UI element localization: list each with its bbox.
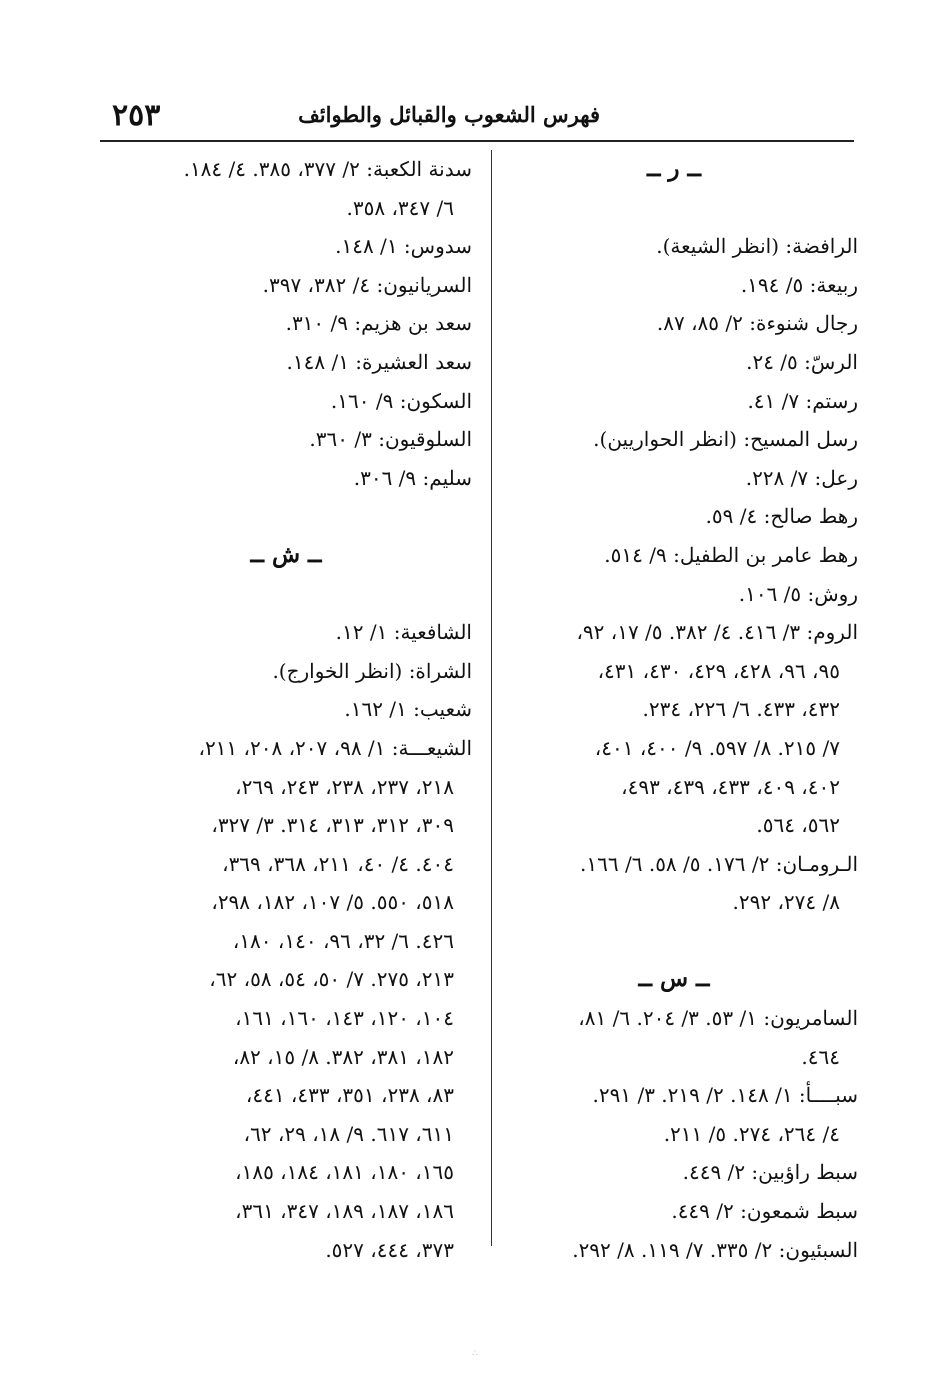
index-entry: سبط شمعون: ٢/ ٤٤٩. bbox=[671, 1199, 858, 1224]
section-letter-heading: ــ ر ــ bbox=[646, 155, 702, 182]
right-column bbox=[490, 150, 858, 1269]
page-number: ٢٥٣ bbox=[112, 98, 161, 133]
index-entry: شعيب: ١/ ١٦٢. bbox=[344, 697, 472, 722]
index-entry-continuation: ٨٣، ٢٣٨، ٣٥١، ٤٣٣، ٤٤١، bbox=[245, 1083, 454, 1108]
index-entry-continuation: ٤٦٤. bbox=[801, 1044, 840, 1069]
index-entry-continuation: ٣٧٣، ٤٤٤، ٥٢٧. bbox=[325, 1237, 454, 1262]
index-entry-continuation: ٢١٣، ٢٧٥. ٧/ ٥٠، ٥٤، ٥٨، ٦٢، bbox=[209, 967, 454, 992]
index-entry: الرافضة: (انظر الشيعة). bbox=[656, 234, 858, 259]
spacer bbox=[490, 189, 858, 228]
spacer bbox=[100, 497, 472, 536]
index-entry-continuation: ٤/ ٢٦٤، ٢٧٤. ٥/ ٢١١. bbox=[663, 1121, 840, 1146]
index-entry: رجال شنوءة: ٢/ ٨٥، ٨٧. bbox=[656, 311, 858, 336]
index-entry-continuation: ٢١٨، ٢٣٧، ٢٣٨، ٢٤٣، ٢٦٩، bbox=[235, 774, 454, 799]
index-entry: الـرومـان: ٢/ ١٧٦. ٥/ ٥٨. ٦/ ١٦٦. bbox=[580, 851, 858, 876]
index-entry: سدوس: ١/ ١٤٨. bbox=[335, 234, 472, 259]
index-entry: الروم: ٣/ ٤١٦. ٤/ ٣٨٢. ٥/ ١٧، ٩٢، bbox=[576, 620, 858, 645]
index-entry: الشراة: (انظر الخوارج). bbox=[272, 658, 472, 683]
index-entry-continuation: ٨/ ٢٧٤، ٢٩٢. bbox=[732, 890, 840, 915]
index-entry: السريانيون: ٤/ ٣٨٢، ٣٩٧. bbox=[262, 272, 472, 297]
index-entry: الشيعـــة: ١/ ٩٨، ٢٠٧، ٢٠٨، ٢١١، bbox=[198, 735, 472, 760]
index-entry: سبط راؤبين: ٢/ ٤٤٩. bbox=[682, 1160, 858, 1185]
index-entry-continuation: ٤٣٢، ٤٣٣. ٦/ ٢٢٦، ٢٣٤. bbox=[642, 697, 840, 722]
index-entry: الرسّ: ٥/ ٢٤. bbox=[746, 349, 858, 374]
index-entry: رعل: ٧/ ٢٢٨. bbox=[745, 465, 858, 490]
index-entry: السامريون: ١/ ٥٣. ٣/ ٢٠٤. ٦/ ٨١، bbox=[578, 1006, 858, 1031]
index-entry-continuation: ٦/ ٣٤٧، ٣٥٨. bbox=[346, 195, 454, 220]
index-entry: سبــــأ: ١/ ١٤٨. ٢/ ٢١٩. ٣/ ٢٩١. bbox=[592, 1083, 858, 1108]
index-entry: رهط صالح: ٤/ ٥٩. bbox=[705, 504, 858, 529]
index-entry: ربيعة: ٥/ ١٩٤. bbox=[740, 272, 858, 297]
index-entry-continuation: ١٨٢، ٣٨١، ٣٨٢. ٨/ ١٥، ٨٢، bbox=[232, 1044, 454, 1069]
index-entry-continuation: ٤٠٤. ٤/ ٤٠، ٢١١، ٣٦٨، ٣٦٩، bbox=[222, 851, 454, 876]
section-letter-heading: ــ س ــ bbox=[638, 965, 710, 993]
index-entry: رسل المسيح: (انظر الحواريين). bbox=[593, 427, 858, 452]
index-entry-continuation: ٧/ ٢١٥. ٨/ ٥٩٧. ٩/ ٤٠٠، ٤٠١، bbox=[594, 735, 840, 760]
index-entry-continuation: ١٦٥، ١٨٠، ١٨١، ١٨٤، ١٨٥، bbox=[235, 1160, 454, 1185]
index-entry-continuation: ١٠٤، ١٢٠، ١٤٣، ١٦٠، ١٦١، bbox=[235, 1006, 454, 1031]
header-rule bbox=[100, 140, 854, 142]
index-entry: سليم: ٩/ ٣٠٦. bbox=[353, 465, 472, 490]
spacer bbox=[490, 922, 858, 961]
index-entry: السلوقيون: ٣/ ٣٦٠. bbox=[309, 427, 472, 452]
index-entry-continuation: ١٨٦، ١٨٧، ١٨٩، ٣٤٧، ٣٦١، bbox=[235, 1199, 454, 1224]
index-entry-continuation: ٥١٨، ٥٥٠. ٥/ ١٠٧، ١٨٢، ٢٩٨، bbox=[211, 890, 454, 915]
index-entry: سدنة الكعبة: ٢/ ٣٧٧، ٣٨٥. ٤/ ١٨٤. bbox=[183, 157, 472, 181]
spacer bbox=[100, 575, 472, 614]
index-entry-continuation: ٩٥، ٩٦، ٤٢٨، ٤٢٩، ٤٣٠، ٤٣١، bbox=[597, 658, 840, 683]
index-entry-continuation: ٥٦٢، ٥٦٤. bbox=[756, 813, 840, 838]
index-entry-continuation: ٤٠٢، ٤٠٩، ٤٣٣، ٤٣٩، ٤٩٣، bbox=[621, 774, 840, 799]
index-entry: رهط عامر بن الطفيل: ٩/ ٥١٤. bbox=[604, 542, 858, 567]
index-entry: الشافعية: ١/ ١٢. bbox=[335, 620, 472, 645]
index-entry: روش: ٥/ ١٠٦. bbox=[738, 581, 858, 606]
page-header bbox=[100, 98, 850, 138]
index-entry-continuation: ٦١١، ٦١٧. ٩/ ١٨، ٢٩، ٦٢، bbox=[243, 1121, 454, 1146]
section-letter-heading: ــ ش ــ bbox=[250, 540, 322, 568]
index-entry-continuation: ٣٠٩، ٣١٢، ٣١٣، ٣١٤. ٣/ ٣٢٧، bbox=[211, 813, 454, 838]
index-entry: رستم: ٧/ ٤١. bbox=[747, 388, 858, 413]
index-entry: السبئيون: ٢/ ٣٣٥. ٧/ ١١٩. ٨/ ٢٩٢. bbox=[572, 1237, 858, 1262]
index-entry-continuation: ٤٢٦. ٦/ ٣٢، ٩٦، ١٤٠، ١٨٠، bbox=[232, 928, 454, 953]
index-entry: سعد العشيرة: ١/ ١٤٨. bbox=[286, 349, 472, 374]
footer-mark: ∴ bbox=[472, 1349, 478, 1359]
index-entry: سعد بن هزيم: ٩/ ٣١٠. bbox=[285, 311, 472, 336]
left-column bbox=[100, 150, 472, 1269]
index-entry: السكون: ٩/ ١٦٠. bbox=[330, 388, 472, 413]
page-title: فهرس الشعوب والقبائل والطوائف bbox=[298, 102, 600, 127]
